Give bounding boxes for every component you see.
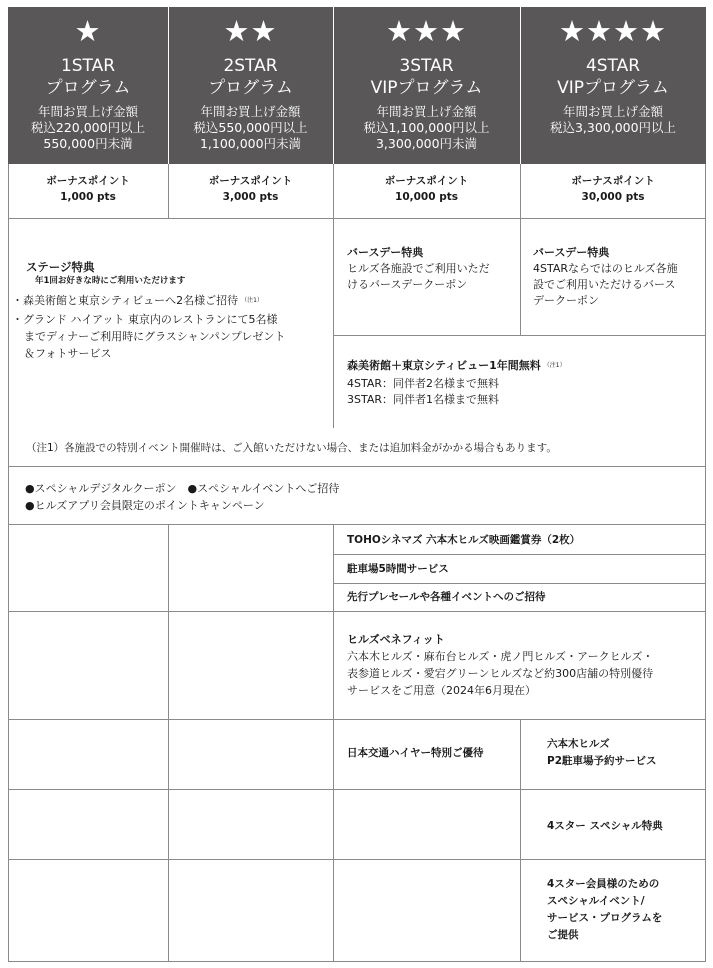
- common-benefits: ●スペシャルデジタルクーポン ●スペシャルイベントへご招待 ●ヒルズアプリ会員限定のポイントキャンペーン: [25, 482, 340, 512]
- tier-name: 2STAR: [223, 56, 278, 76]
- bonus-points-3star: ボーナスポイント 10,000 pts: [384, 175, 469, 203]
- tier-program: VIPプログラム: [557, 78, 669, 98]
- header-divider: [168, 7, 169, 164]
- hire-benefit: 日本交通ハイヤー特別ご優待: [347, 747, 484, 759]
- grid-line: [168, 524, 169, 962]
- tier-program: プログラム: [208, 78, 293, 98]
- p2-parking-benefit: 六本木ヒルズ P2駐車場予約サービス: [547, 738, 657, 767]
- grid-line: [8, 611, 706, 612]
- star-icons: ★★★★: [559, 14, 667, 48]
- hills-benefit: ヒルズベネフィット 六本木ヒルズ・麻布台ヒルズ・虎ノ門ヒルズ・アークヒルズ・ 表参道ヒルズ・愛宕グリーンヒルズなど約300店舗の特別優待 サービスをご用意（2024年6月現在）: [347, 633, 654, 697]
- grid-line: [8, 859, 706, 860]
- grid-line: [8, 524, 706, 525]
- mori-free-benefit: 森美術館＋東京シティビュー1年間無料 $^{(注1)}$ 4STAR：同伴者2名様まで無料 3STAR：同伴者1名様まで無料: [347, 359, 566, 406]
- footnote: （注1）各施設での特別イベント開催時は、ご入館いただけない場合、または追加料金がかかる場合もあります。: [26, 442, 557, 454]
- grid-line: [520, 218, 521, 335]
- grid-line: [333, 164, 334, 218]
- grid-line: [520, 164, 521, 218]
- grid-line: [333, 218, 334, 428]
- grid-line: [333, 335, 706, 336]
- tier-name: 3STAR: [399, 56, 454, 76]
- grid-line: [8, 719, 706, 720]
- tier-requirement: 年間お買上げ金額 税込220,000円以上 550,000円未満: [30, 104, 146, 151]
- star-icons: ★: [74, 14, 102, 48]
- birthday-benefit-4star: バースデー特典 4STARならではのヒルズ各施 設でご利用いただけるバース デークーポン: [533, 246, 678, 307]
- tier-name: 1STAR: [60, 56, 116, 76]
- star-icons: ★★★: [386, 14, 467, 48]
- grid-line: [333, 554, 706, 555]
- presale-benefit: 先行プレセールや各種イベントへのご招待: [347, 591, 546, 603]
- header-divider: [520, 7, 521, 164]
- 4star-special-benefit: 4スター スペシャル特典: [547, 820, 663, 832]
- parking-benefit: 駐車場5時間サービス: [347, 563, 449, 575]
- tier-header-4star: [520, 7, 706, 164]
- grid-line: [8, 218, 706, 219]
- stage-title: ステージ特典: [26, 260, 95, 274]
- grid-line: [8, 961, 706, 962]
- stage-subtitle: 年1回お好きな時にご利用いただけます: [35, 276, 186, 286]
- birthday-benefit-3star: バースデー特典 ヒルズ各施設でご利用いただ けるバースデークーポン: [347, 246, 490, 291]
- 4star-event-benefit: 4スター会員様のための スペシャルイベント/ サービス・プログラムを ご提供: [547, 878, 663, 941]
- tier-program: プログラム: [45, 78, 131, 98]
- bonus-points-1star: ボーナスポイント 1,000 pts: [46, 175, 130, 203]
- tier-name: 4STAR: [585, 56, 641, 76]
- benefits-table: [8, 7, 706, 962]
- grid-line: [8, 789, 706, 790]
- tier-program: VIPプログラム: [370, 78, 483, 98]
- grid-line: [168, 164, 169, 218]
- tier-requirement: 年間お買上げ金額 税込550,000円以上 1,100,000円未満: [193, 104, 308, 151]
- grid-line: [705, 164, 706, 962]
- grid-line: [520, 719, 521, 962]
- stage-item-restaurant: ・グランド ハイアット 東京内のレストランにて5名様 までディナーご利用時にグラスシャンパンプレゼント ＆フォトサービス: [12, 313, 286, 360]
- bonus-points-4star: ボーナスポイント 30,000 pts: [571, 175, 655, 203]
- tier-header-3star: [333, 7, 520, 164]
- grid-line: [333, 583, 706, 584]
- bonus-points-2star: ボーナスポイント 3,000 pts: [208, 175, 293, 203]
- header-divider: [333, 7, 334, 164]
- tier-header-1star: [8, 7, 168, 164]
- grid-line: [333, 524, 334, 962]
- stage-item-museum: ・森美術館と東京シティビューへ2名様ご招待 $^{(注1)}$: [12, 294, 263, 307]
- grid-line: [8, 466, 706, 467]
- grid-line: [8, 164, 9, 962]
- star-icons: ★★: [223, 14, 278, 48]
- tier-requirement: 年間お買上げ金額 税込1,100,000円以上 3,300,000円未満: [363, 104, 490, 151]
- tier-requirement: 年間お買上げ金額 税込3,300,000円以上: [549, 104, 677, 135]
- tier-header-2star: [168, 7, 333, 164]
- toho-cinema-benefit: TOHOシネマズ 六本木ヒルズ映画鑑賞券（2枚）: [347, 534, 581, 546]
